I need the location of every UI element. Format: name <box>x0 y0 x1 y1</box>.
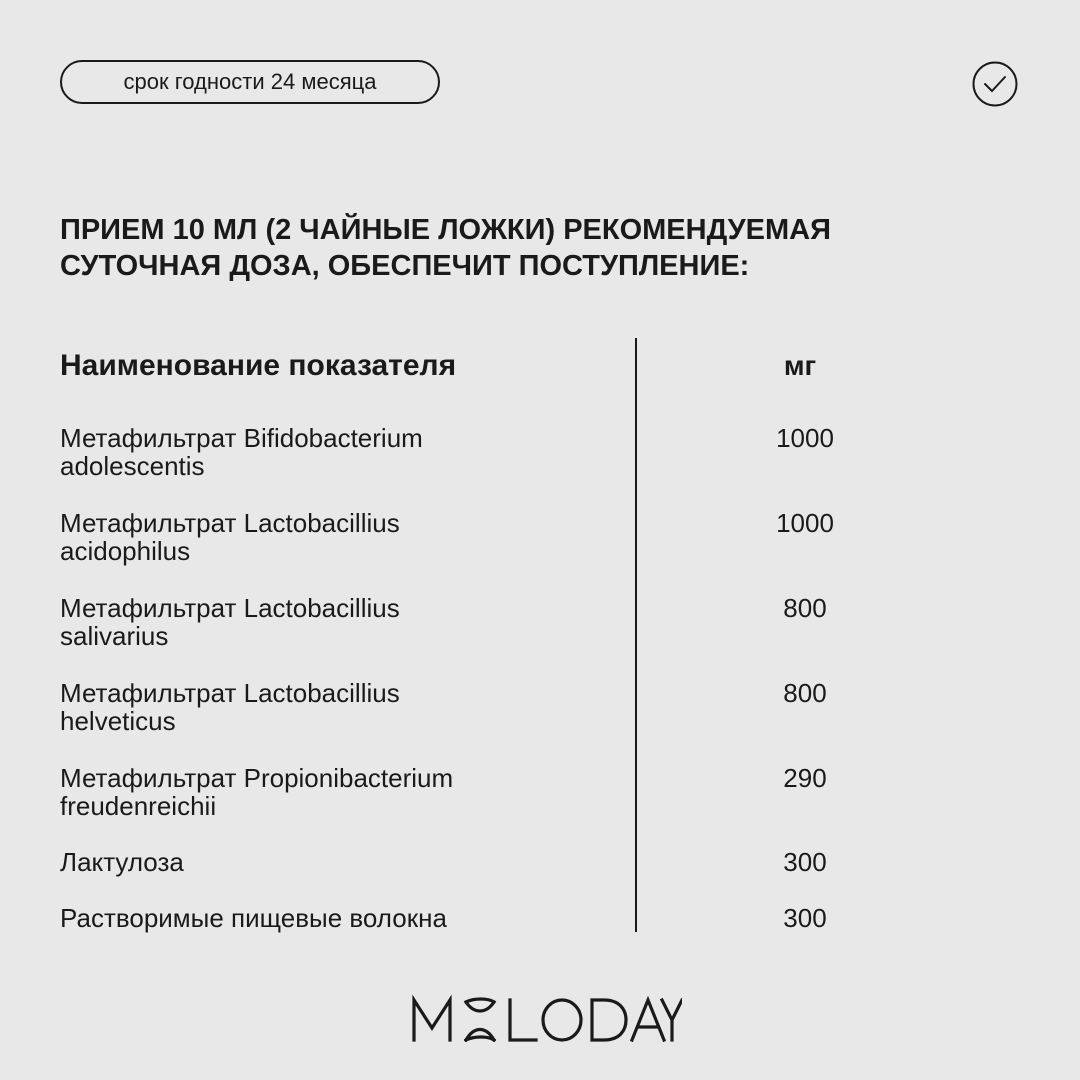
column-header-unit: мг <box>783 350 817 381</box>
column-header-name: Наименование показателя <box>60 349 457 382</box>
column-divider <box>635 338 637 932</box>
page-title <box>60 212 960 284</box>
check-circle-icon <box>972 61 1018 107</box>
table-row-value: 290 <box>783 763 827 793</box>
table-row-name: Лактулоза <box>60 847 184 877</box>
table-row-value: 800 <box>783 678 827 708</box>
title-line-1: ПРИЕМ 10 МЛ (2 ЧАЙНЫЕ ЛОЖКИ) РЕКОМЕНДУЕМАЯ <box>60 214 831 246</box>
table-row-name: Метафильтрат Lactobacillius acidophilus <box>60 508 400 566</box>
table-row-name: Метафильтрат Bifidobacterium adolescentis <box>60 423 423 481</box>
table-row-value: 1000 <box>776 508 834 538</box>
table-row-value: 800 <box>783 593 827 623</box>
shelf-life-badge <box>60 60 440 104</box>
table-row-value: 300 <box>783 903 827 933</box>
title-line-2: СУТОЧНАЯ ДОЗА, ОБЕСПЕЧИТ ПОСТУПЛЕНИЕ: <box>60 250 750 282</box>
table-row-name: Растворимые пищевые волокна <box>60 903 447 933</box>
table-row-name: Метафильтрат Lactobacillius helveticus <box>60 678 400 736</box>
table-row-value: 1000 <box>776 423 834 453</box>
moloday-logo <box>410 992 682 1048</box>
table-row-name: Метафильтрат Lactobacillius salivarius <box>60 593 400 651</box>
table-row-value: 300 <box>783 847 827 877</box>
table-row-name: Метафильтрат Propionibacterium freudenreichii <box>60 763 454 821</box>
shelf-life-text: срок годности 24 месяца <box>123 69 377 94</box>
